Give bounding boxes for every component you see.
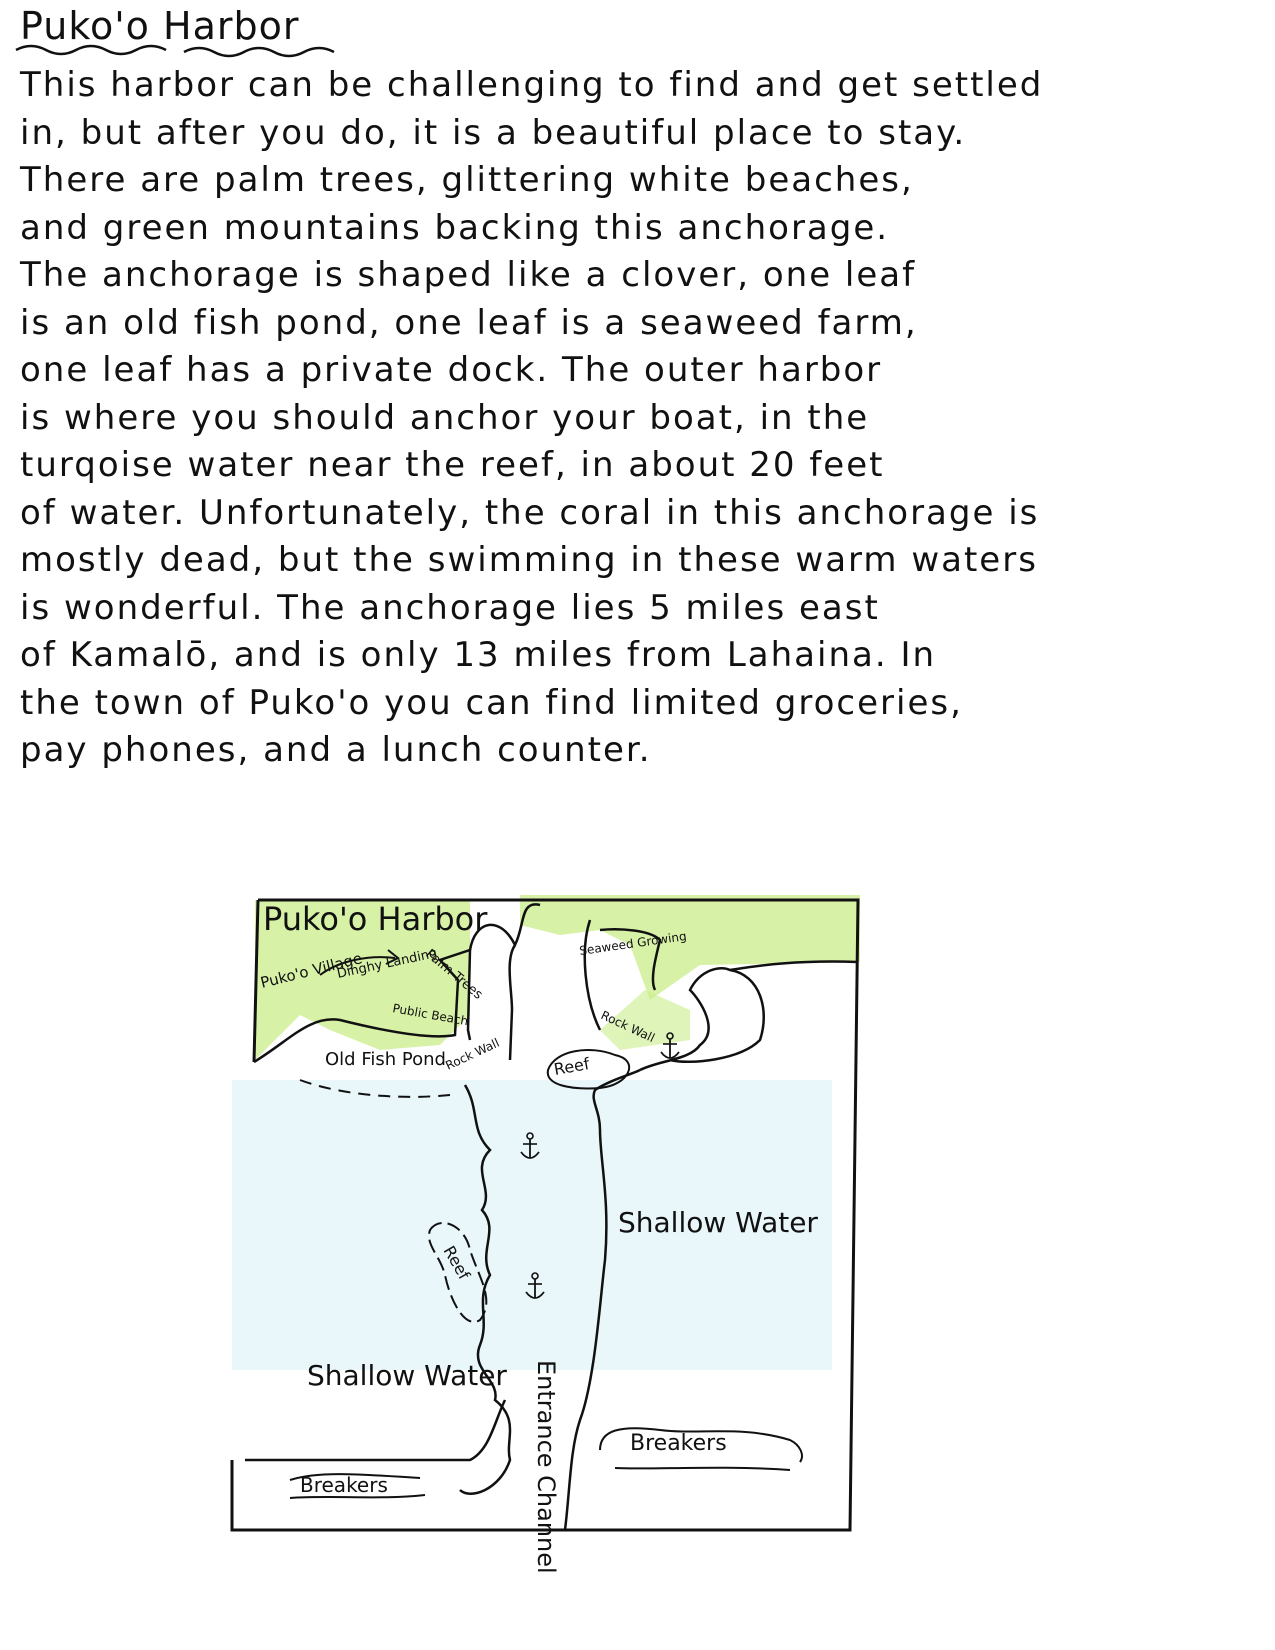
label-shallow-water-right: Shallow Water <box>618 1206 818 1239</box>
essay-line: one leaf has a private dock. The outer harbor <box>20 350 883 390</box>
page-title: Puko'o Harbor <box>20 4 300 48</box>
essay-line: and green mountains backing this anchorage. <box>20 207 890 248</box>
essay-line: mostly dead, but the swimming in these warm waters <box>20 540 1038 580</box>
essay-line: turqoise water near the reef, in about 20 feet <box>20 445 885 485</box>
essay-line: is an old fish pond, one leaf is a seaweed farm, <box>20 302 918 343</box>
essay-line: There are palm trees, glittering white beaches, <box>20 160 914 200</box>
essay-line: The anchorage is shaped like a clover, one leaf <box>20 255 917 295</box>
map-title: Puko'o Harbor <box>263 900 488 938</box>
essay-line: in, but after you do, it is a beautiful place to stay. <box>20 112 967 153</box>
label-village: Puko'o Village <box>258 949 364 992</box>
label-rock-wall-right: Rock Wall <box>598 1008 657 1046</box>
label-dinghy-landing: Dinghy Landing <box>335 946 439 982</box>
label-rock-wall-left: Rock Wall <box>443 1035 502 1073</box>
essay-line: pay phones, and a lunch counter. <box>20 730 652 770</box>
label-palm-trees: Palm Trees <box>422 946 486 1003</box>
label-reef-lower: Reef <box>439 1242 474 1283</box>
label-breakers-left: Breakers <box>300 1473 388 1497</box>
label-reef-upper: Reef <box>552 1054 591 1079</box>
land-top-right <box>520 895 860 1000</box>
label-entrance-channel: Entrance Channel <box>532 1360 560 1574</box>
essay-line: is wonderful. The anchorage lies 5 miles east <box>20 587 880 628</box>
essay-line: the town of Puko'o you can find limited groceries, <box>20 682 963 723</box>
essay-line: of Kamalō, and is only 13 miles from Lahaina. In <box>20 635 937 675</box>
label-shallow-water-left: Shallow Water <box>307 1359 507 1392</box>
essay-line: This harbor can be challenging to find and get settled <box>20 65 1044 105</box>
label-old-fish-pond: Old Fish Pond <box>325 1049 446 1070</box>
essay-line: of water. Unfortunately, the coral in this anchorage is <box>20 492 1040 533</box>
essay-line: is where you should anchor your boat, in the <box>20 397 870 438</box>
label-breakers-right: Breakers <box>630 1431 727 1456</box>
label-public-beach: Public Beach <box>391 1001 470 1029</box>
label-seaweed-growing: Seaweed Growing <box>578 929 688 958</box>
